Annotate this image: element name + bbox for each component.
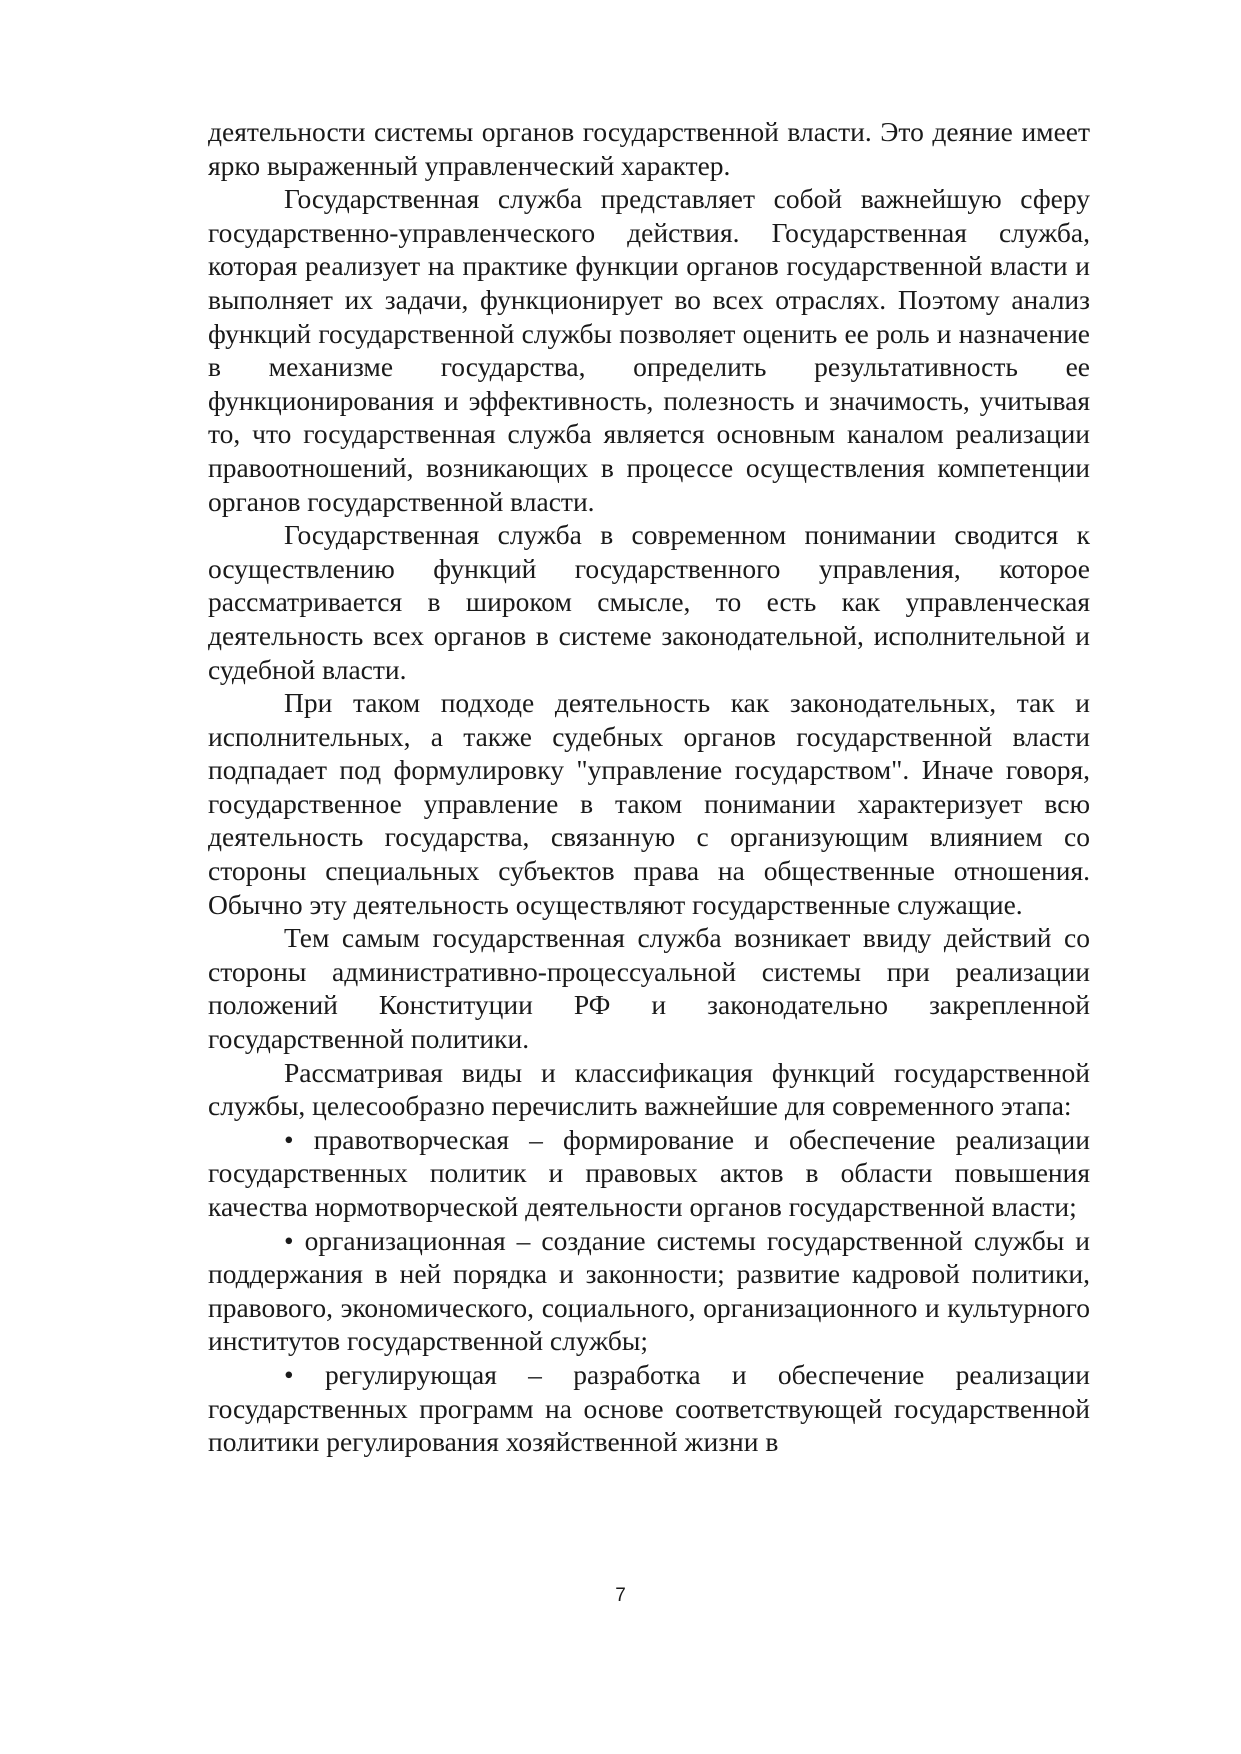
- paragraph-continuation: деятельности системы органов государственной власти. Это деяние имеет ярко выраженный управленческий характер.: [208, 116, 1090, 181]
- paragraph: Тем самым государственная служба возникает ввиду действий со стороны административно-процессуальной системы при реализации положений Конституции РФ и законодательно закрепленной государственной политики.: [208, 922, 1090, 1055]
- document-body: [208, 115, 1090, 1459]
- list-item-lawmaking: • правотворческая – формирование и обеспечение реализации государственных политик и правовых актов в области повышения качества нормотворческой деятельности органов государственной власти;: [208, 1123, 1090, 1222]
- list-item-organizational: • организационная – создание системы государственной службы и поддержания в ней порядка и законности; развитие кадровой политики, правового, экономического, социального, организационного и культурного институтов государственной службы;: [208, 1224, 1090, 1357]
- paragraph: Государственная служба в современном понимании сводится к осуществлению функций государственного управления, которое рассматривается в широком смысле, то есть как управленческая деятельность всех органов в системе законодательной, исполнительной и судебной власти.: [208, 519, 1090, 685]
- page-number: 7: [615, 1585, 626, 1606]
- paragraph: Государственная служба представляет собой важнейшую сферу государственно-управленческого действия. Государственная служба, которая реализует на практике функции органов государственной власти и выполняет их задачи, функционирует во всех отраслях. Поэтому анализ функций государственной службы позволяет оценить ее роль и назначение в механизме государства, определить результативность ее функционирования и эффективность, полезность и значимость, учитывая то, что государственная служба является основным каналом реализации правоотношений, возникающих в процессе осуществления компетенции органов государственной власти.: [208, 183, 1090, 517]
- paragraph: Рассматривая виды и классификация функций государственной службы, целесообразно перечислить важнейшие для современного этапа:: [208, 1056, 1090, 1122]
- paragraph: При таком подходе деятельность как законодательных, так и исполнительных, а также судебных органов государственной власти подпадает под формулировку "управление государством". Иначе говоря, государственное управление в таком понимании характеризует всю деятельность государства, связанную с организующим влиянием со стороны специальных субъектов права на общественные отношения. Обычно эту деятельность осуществляют государственные служащие.: [208, 687, 1090, 920]
- list-item-regulating: • регулирующая – разработка и обеспечение реализации государственных программ на основе соответствующей государственной политики регулирования хозяйственной жизни в: [208, 1358, 1090, 1458]
